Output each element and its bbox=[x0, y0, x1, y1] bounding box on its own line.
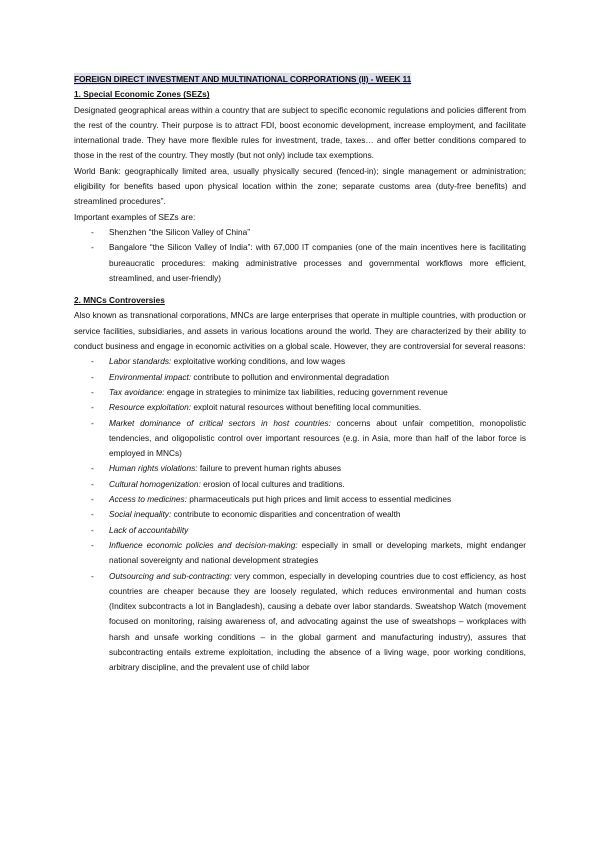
list-item: - Bangalore “the Silicon Valley of India”: with 67,000 IT companies (one of the main incentives here is facilitating bureaucratic procedures: making administrative processes and governmental workflows more efficient, streamlined, and user-friendly) bbox=[74, 240, 526, 286]
section-heading-sezs: 1. Special Economic Zones (SEZs) bbox=[74, 89, 210, 100]
list-item bbox=[74, 477, 526, 492]
list-item bbox=[74, 492, 526, 507]
item-term: Social inequality: bbox=[109, 509, 172, 520]
section-heading-mncs: 2. MNCs Controversies bbox=[74, 295, 165, 306]
sezs-examples-intro: Important examples of SEZs are: bbox=[74, 211, 196, 222]
list-item bbox=[74, 461, 526, 476]
list-item bbox=[74, 400, 526, 415]
item-text: erosion of local cultures and traditions. bbox=[200, 478, 345, 489]
sezs-definition-paragraph: Designated geographical areas within a country that are subject to specific economic regulations and policies different from the rest of the country. Their purpose is to attract FDI, boost economic development, increase employment, and facilitate international trade. They have more flexible rules for investment, trade, taxes… and offer better conditions compared to those in the rest of the country. They mostly (but not only) include tax exemptions. bbox=[74, 104, 526, 161]
list-item bbox=[74, 416, 526, 462]
item-text: especially in small or developing markets, might endanger national sovereignty and national development strategies bbox=[109, 539, 526, 566]
item-term: Cultural homogenization: bbox=[109, 478, 201, 489]
list-item bbox=[74, 569, 526, 676]
item-term: Lack of accountability bbox=[109, 524, 189, 535]
item-text: failure to prevent human rights abuses bbox=[197, 463, 341, 474]
item-term: Environmental impact: bbox=[109, 371, 192, 382]
world-bank-definition-paragraph: World Bank: geographically limited area, usually physically secured (fenced-in); single management or administration; eligibility for benefits based upon physical location within the zone; separate customs area (duty-free benefits) and streamlined procedures”. bbox=[74, 165, 526, 207]
item-text: exploit natural resources without benefiting local communities. bbox=[191, 402, 422, 413]
list-item bbox=[74, 523, 526, 538]
item-term: Labor standards: bbox=[109, 356, 172, 367]
list-item bbox=[74, 538, 526, 569]
item-term: Resource exploitation: bbox=[109, 402, 192, 413]
item-term: Access to medicines: bbox=[109, 494, 187, 505]
mncs-controversies-list bbox=[74, 354, 526, 675]
item-text: pharmaceuticals put high prices and limit access to essential medicines bbox=[186, 494, 452, 505]
item-text: concerns about unfair competition, monopolistic tendencies, and oligopolistic control over important resources (e.g. in Asia, more than half of the labor force is employed in MNCs) bbox=[109, 417, 526, 459]
item-term: Tax avoidance: bbox=[109, 386, 165, 397]
document-title: FOREIGN DIRECT INVESTMENT AND MULTINATIONAL CORPORATIONS (II) - WEEK 11 bbox=[74, 74, 412, 84]
list-item bbox=[74, 385, 526, 400]
document-page bbox=[74, 72, 526, 676]
mncs-definition-paragraph: Also known as transnational corporations, MNCs are large enterprises that operate in multiple countries, with production or service facilities, subsidiaries, and assets in various locations around the world. They are characterized by their ability to conduct business and engage in economic activities on a global scale. However, they are controversial for several reasons: bbox=[74, 310, 526, 352]
item-text: engage in strategies to minimize tax liabilities, reducing government revenue bbox=[164, 386, 448, 397]
item-text: exploitative working conditions, and low wages bbox=[171, 356, 346, 367]
list-item: - Shenzhen “the Silicon Valley of China” bbox=[74, 225, 526, 240]
list-item bbox=[74, 354, 526, 369]
list-item bbox=[74, 370, 526, 385]
item-term: Influence economic policies and decision-making: bbox=[109, 539, 298, 550]
sezs-examples-list bbox=[74, 225, 526, 286]
item-term: Human rights violations: bbox=[109, 463, 198, 474]
item-term: Outsourcing and sub-contracting: bbox=[109, 570, 232, 581]
list-item bbox=[74, 507, 526, 522]
item-text: very common, especially in developing countries due to cost efficiency, as host countries are cheaper because they are loosely regulated, which reduces environmental and human costs (Inditex subcontracts a lot in Bangladesh), causing a debate over labor standards. Sweatshop Watch (movement focused on monitoring, raising awareness of, and advocating against the use of sweatshops – workplaces with harsh and unsafe working conditions – in the global garment and manufacturing industry), assures that subcontracting entails extreme exploitation, including the absence of a living wage, poor working conditions, arbitrary discipline, and the prevalent use of child labor bbox=[109, 570, 527, 673]
item-term: Market dominance of critical sectors in host countries: bbox=[109, 417, 331, 428]
item-text: contribute to pollution and environmental degradation bbox=[191, 371, 389, 382]
item-text: contribute to economic disparities and concentration of wealth bbox=[171, 509, 401, 520]
